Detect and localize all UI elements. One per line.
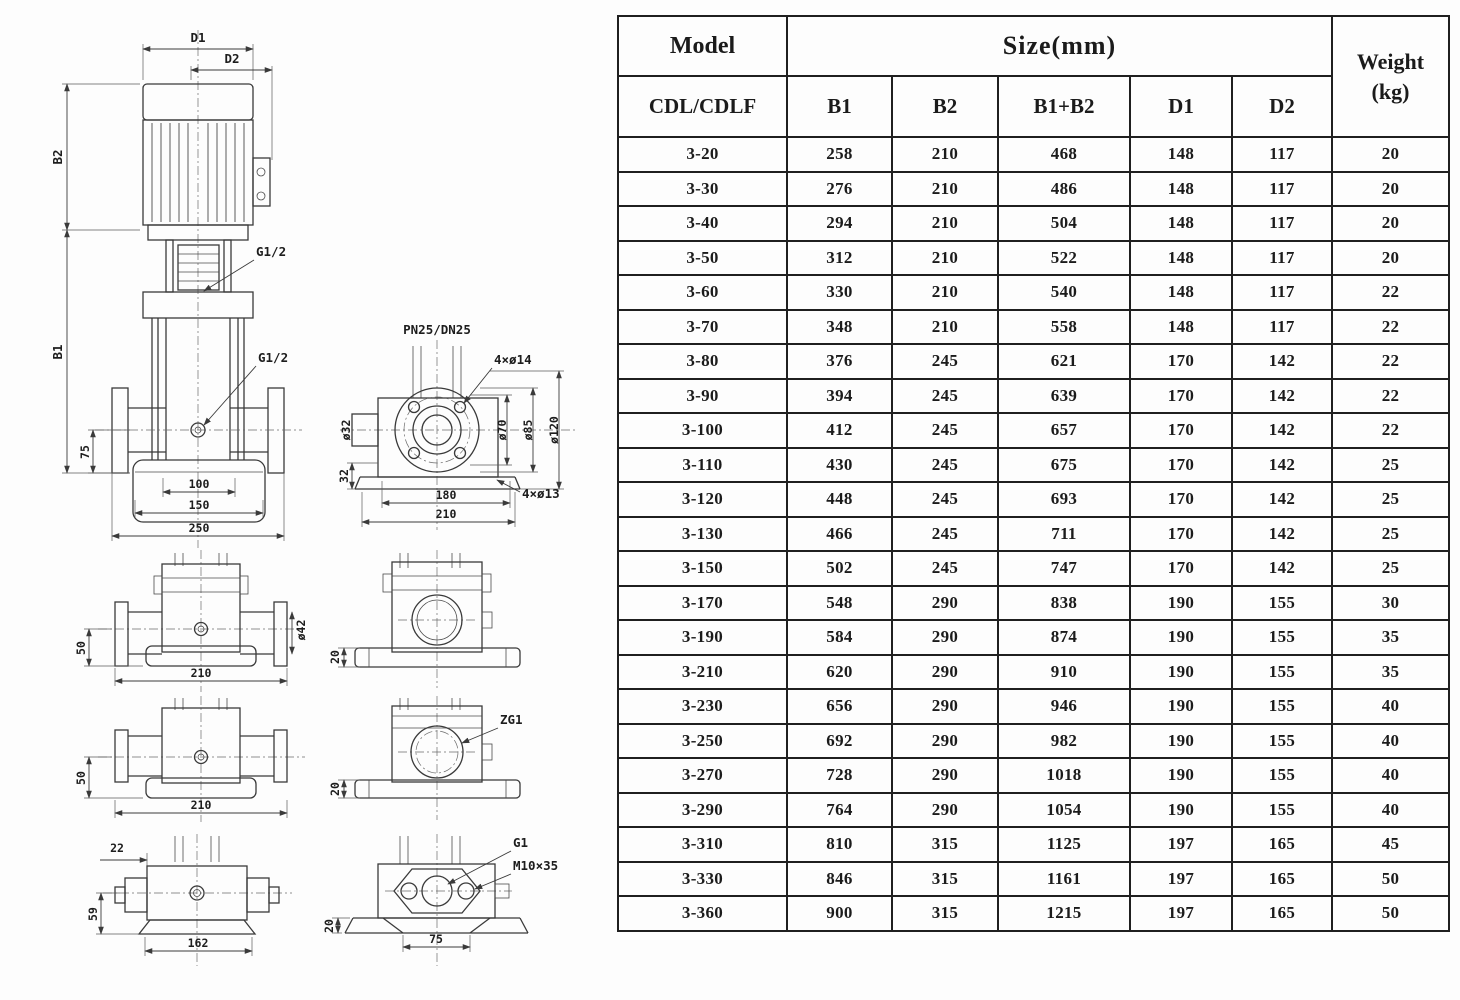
value-cell: 40 [1332,689,1449,724]
port-view-2 [328,696,523,820]
value-cell: 245 [892,448,998,483]
value-cell: 25 [1332,551,1449,586]
value-cell: 40 [1332,793,1449,828]
value-cell: 117 [1232,310,1332,345]
value-cell: 148 [1130,275,1232,310]
value-cell: 45 [1332,827,1449,862]
table-row [618,862,1449,897]
dim-dia120: ø120 [547,416,561,444]
value-cell: 22 [1332,344,1449,379]
value-cell: 728 [787,758,892,793]
dim-dia70: ø70 [495,419,509,441]
table-row [618,655,1449,690]
value-cell: 165 [1232,896,1332,931]
table-row [618,344,1449,379]
dim-d1: D1 [190,30,206,45]
dim-22: 22 [110,841,124,855]
value-cell: 900 [787,896,892,931]
value-cell: 982 [998,724,1130,759]
value-cell: 210 [892,137,998,172]
model-cell: 3-70 [618,310,787,345]
value-cell: 170 [1130,482,1232,517]
value-cell: 290 [892,758,998,793]
value-cell: 315 [892,896,998,931]
table-row [618,172,1449,207]
value-cell: 210 [892,310,998,345]
label-dia32: ø32 [339,419,353,441]
value-cell: 315 [892,827,998,862]
callout-4xd13: 4×ø13 [522,486,560,501]
value-cell: 1215 [998,896,1130,931]
value-cell: 276 [787,172,892,207]
model-cell: 3-170 [618,586,787,621]
value-cell: 50 [1332,862,1449,897]
value-cell: 148 [1130,172,1232,207]
dim-20-m2: 20 [328,782,342,796]
value-cell: 910 [998,655,1130,690]
dim-50-s1: 50 [74,641,88,655]
value-cell: 190 [1130,655,1232,690]
value-cell: 290 [892,793,998,828]
section-view-2 [74,696,305,822]
value-cell: 170 [1130,344,1232,379]
value-cell: 117 [1232,172,1332,207]
value-cell: 117 [1232,241,1332,276]
dim-dia42: ø42 [294,619,308,641]
table-row [618,586,1449,621]
value-cell: 117 [1232,275,1332,310]
value-cell: 170 [1130,551,1232,586]
value-cell: 522 [998,241,1130,276]
callout-zg1: ZG1 [500,712,523,727]
model-cell: 3-50 [618,241,787,276]
model-cell: 3-90 [618,379,787,414]
value-cell: 165 [1232,827,1332,862]
value-cell: 1125 [998,827,1130,862]
value-cell: 20 [1332,172,1449,207]
value-cell: 548 [787,586,892,621]
value-cell: 142 [1232,344,1332,379]
dim-59: 59 [86,907,100,921]
value-cell: 22 [1332,379,1449,414]
port-view-3 [322,834,558,966]
dim-20-m3: 20 [322,919,336,933]
table-row [618,206,1449,241]
model-cell: 3-30 [618,172,787,207]
value-cell: 197 [1130,862,1232,897]
value-cell: 245 [892,413,998,448]
value-cell: 486 [998,172,1130,207]
value-cell: 155 [1232,758,1332,793]
value-cell: 639 [998,379,1130,414]
table-row [618,551,1449,586]
table-row [618,758,1449,793]
table-row [618,482,1449,517]
value-cell: 290 [892,620,998,655]
model-cell: 3-60 [618,275,787,310]
value-cell: 190 [1130,793,1232,828]
value-cell: 40 [1332,758,1449,793]
value-cell: 810 [787,827,892,862]
table-row [618,689,1449,724]
value-cell: 22 [1332,275,1449,310]
flange-title: PN25/DN25 [403,322,471,337]
value-cell: 142 [1232,379,1332,414]
value-cell: 190 [1130,758,1232,793]
pump-dimension-drawing [0,0,615,1000]
model-cell: 3-130 [618,517,787,552]
value-cell: 190 [1130,620,1232,655]
value-cell: 20 [1332,206,1449,241]
value-cell: 142 [1232,551,1332,586]
value-cell: 502 [787,551,892,586]
value-cell: 675 [998,448,1130,483]
value-cell: 148 [1130,206,1232,241]
model-cell: 3-250 [618,724,787,759]
value-cell: 348 [787,310,892,345]
value-cell: 245 [892,379,998,414]
dim-d2: D2 [224,51,240,66]
value-cell: 394 [787,379,892,414]
value-cell: 197 [1130,827,1232,862]
model-cell: 3-110 [618,448,787,483]
model-cell: 3-330 [618,862,787,897]
table-row [618,620,1449,655]
value-cell: 155 [1232,586,1332,621]
value-cell: 294 [787,206,892,241]
value-cell: 170 [1130,517,1232,552]
value-cell: 155 [1232,793,1332,828]
value-cell: 693 [998,482,1130,517]
value-cell: 312 [787,241,892,276]
value-cell: 656 [787,689,892,724]
header-weight-line1: Weight [1356,48,1425,74]
table-body [618,137,1449,931]
dim-210-flange: 210 [435,507,457,521]
value-cell: 35 [1332,655,1449,690]
value-cell: 210 [892,172,998,207]
value-cell: 190 [1130,724,1232,759]
model-cell: 3-290 [618,793,787,828]
value-cell: 50 [1332,896,1449,931]
value-cell: 245 [892,551,998,586]
value-cell: 22 [1332,310,1449,345]
value-cell: 245 [892,482,998,517]
model-cell: 3-20 [618,137,787,172]
value-cell: 30 [1332,586,1449,621]
value-cell: 117 [1232,206,1332,241]
value-cell: 25 [1332,482,1449,517]
port-view-1 [328,550,520,688]
model-cell: 3-210 [618,655,787,690]
value-cell: 376 [787,344,892,379]
header-col-d1: D1 [1130,76,1232,137]
dim-75: 75 [78,445,92,459]
port-g12-upper-label: G1/2 [256,244,287,259]
elevation-view [50,30,302,548]
dim-50-s2: 50 [74,771,88,785]
table-header [618,16,1449,137]
value-cell: 165 [1232,862,1332,897]
value-cell: 620 [787,655,892,690]
value-cell: 155 [1232,689,1332,724]
value-cell: 258 [787,137,892,172]
value-cell: 210 [892,206,998,241]
value-cell: 148 [1130,137,1232,172]
dim-b2: B2 [50,149,65,165]
header-model-sub: CDL/CDLF [618,76,787,137]
flange-view [337,322,575,530]
model-cell: 3-360 [618,896,787,931]
value-cell: 290 [892,586,998,621]
model-cell: 3-150 [618,551,787,586]
value-cell: 155 [1232,724,1332,759]
header-col-d2: D2 [1232,76,1332,137]
table-row [618,310,1449,345]
value-cell: 621 [998,344,1130,379]
value-cell: 22 [1332,413,1449,448]
header-model: Model [618,16,787,76]
callout-g1: G1 [513,835,529,850]
value-cell: 584 [787,620,892,655]
table-row [618,517,1449,552]
table-row [618,827,1449,862]
value-cell: 1054 [998,793,1130,828]
value-cell: 20 [1332,241,1449,276]
value-cell: 197 [1130,896,1232,931]
table-row [618,448,1449,483]
table-row [618,137,1449,172]
value-cell: 1161 [998,862,1130,897]
header-weight [1332,16,1449,137]
value-cell: 874 [998,620,1130,655]
header-col-b1b2: B1+B2 [998,76,1130,137]
model-cell: 3-40 [618,206,787,241]
table-row [618,793,1449,828]
dim-75-m3: 75 [429,932,443,946]
value-cell: 657 [998,413,1130,448]
value-cell: 692 [787,724,892,759]
value-cell: 290 [892,724,998,759]
value-cell: 466 [787,517,892,552]
value-cell: 315 [892,862,998,897]
value-cell: 142 [1232,448,1332,483]
dim-180: 180 [435,488,457,502]
value-cell: 468 [998,137,1130,172]
model-cell: 3-100 [618,413,787,448]
value-cell: 1018 [998,758,1130,793]
table-row [618,724,1449,759]
value-cell: 35 [1332,620,1449,655]
table-row [618,241,1449,276]
value-cell: 290 [892,689,998,724]
value-cell: 170 [1130,413,1232,448]
value-cell: 170 [1130,379,1232,414]
value-cell: 290 [892,655,998,690]
value-cell: 504 [998,206,1130,241]
value-cell: 190 [1130,689,1232,724]
dim-210-s1: 210 [190,666,212,680]
header-weight-line2: (kg) [1371,78,1410,104]
value-cell: 155 [1232,655,1332,690]
dimension-spec-table [617,15,1450,932]
dim-b1: B1 [50,344,65,360]
dim-dia85: ø85 [521,419,535,441]
section-view-3 [86,834,292,966]
value-cell: 210 [892,275,998,310]
dim-250: 250 [188,521,210,535]
value-cell: 25 [1332,448,1449,483]
value-cell: 148 [1130,310,1232,345]
header-size-group: Size(mm) [787,16,1332,76]
value-cell: 946 [998,689,1130,724]
value-cell: 747 [998,551,1130,586]
value-cell: 20 [1332,137,1449,172]
table-row [618,379,1449,414]
header-col-b1: B1 [787,76,892,137]
value-cell: 142 [1232,517,1332,552]
dim-20-m1: 20 [328,650,342,664]
dim-210-s2: 210 [190,798,212,812]
value-cell: 210 [892,241,998,276]
model-cell: 3-190 [618,620,787,655]
table-row [618,275,1449,310]
value-cell: 540 [998,275,1130,310]
port-g12-lower-label: G1/2 [258,350,289,365]
value-cell: 711 [998,517,1130,552]
value-cell: 245 [892,517,998,552]
value-cell: 846 [787,862,892,897]
value-cell: 170 [1130,448,1232,483]
section-view-1 [74,550,308,692]
value-cell: 838 [998,586,1130,621]
model-cell: 3-120 [618,482,787,517]
dim-32: 32 [337,469,351,483]
model-cell: 3-80 [618,344,787,379]
value-cell: 245 [892,344,998,379]
dim-100: 100 [188,477,210,491]
value-cell: 448 [787,482,892,517]
value-cell: 117 [1232,137,1332,172]
dim-150: 150 [188,498,210,512]
value-cell: 558 [998,310,1130,345]
value-cell: 764 [787,793,892,828]
model-cell: 3-310 [618,827,787,862]
dim-162: 162 [187,936,209,950]
value-cell: 148 [1130,241,1232,276]
model-cell: 3-230 [618,689,787,724]
callout-4xd14: 4×ø14 [494,352,532,367]
value-cell: 142 [1232,413,1332,448]
header-col-b2: B2 [892,76,998,137]
value-cell: 40 [1332,724,1449,759]
table-row [618,413,1449,448]
value-cell: 330 [787,275,892,310]
value-cell: 190 [1130,586,1232,621]
value-cell: 142 [1232,482,1332,517]
value-cell: 430 [787,448,892,483]
value-cell: 25 [1332,517,1449,552]
value-cell: 412 [787,413,892,448]
table-row [618,896,1449,931]
model-cell: 3-270 [618,758,787,793]
value-cell: 155 [1232,620,1332,655]
callout-m10x35: M10×35 [513,858,559,873]
